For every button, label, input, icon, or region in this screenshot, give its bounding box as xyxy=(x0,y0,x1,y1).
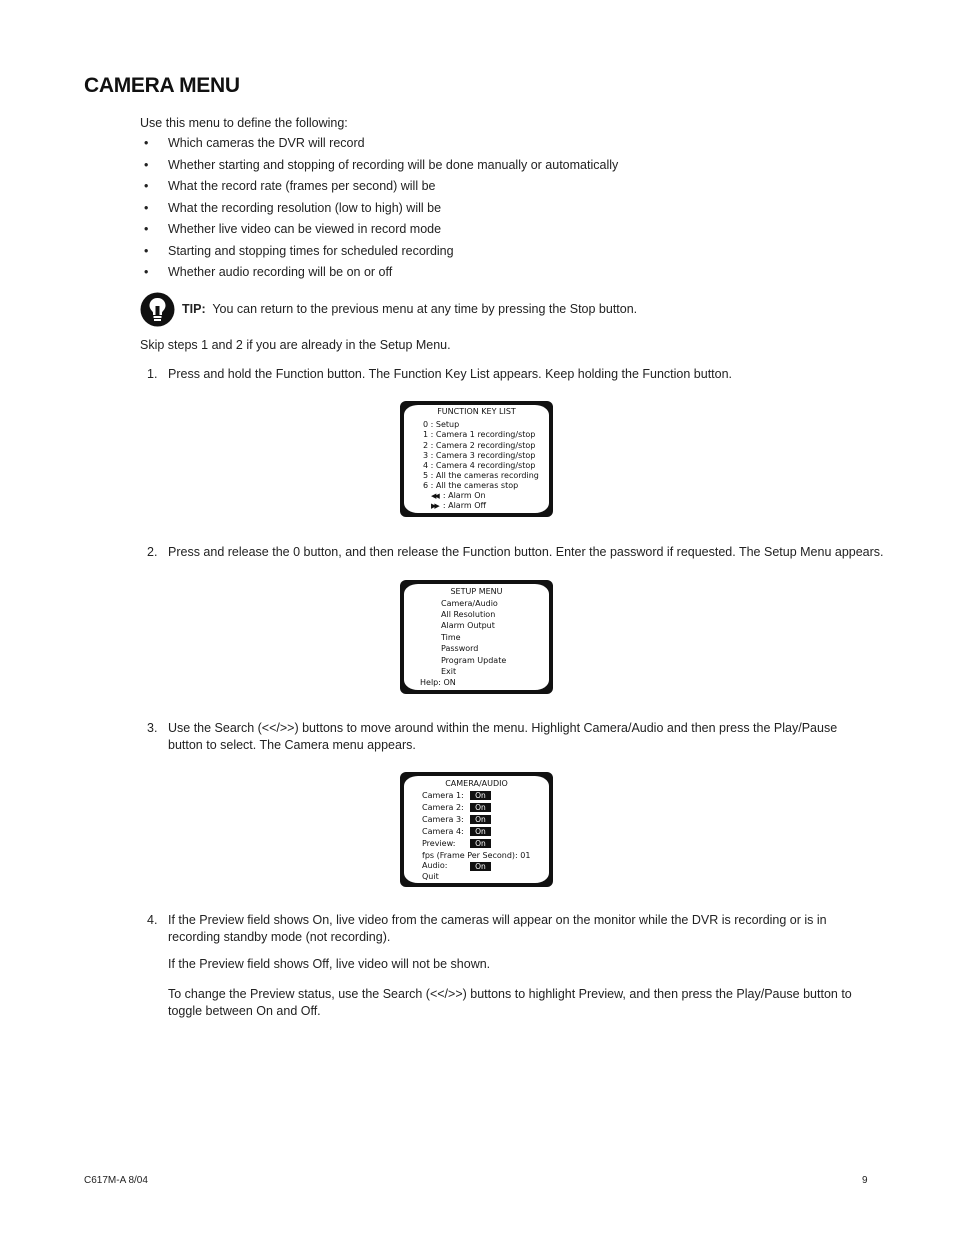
fps-setting: fps (Frame Per Second): 01 xyxy=(422,851,531,860)
menu-item: 1 : Camera 1 recording/stop xyxy=(423,430,536,439)
menu-item: Program Update xyxy=(441,656,507,665)
audio-label: Audio: xyxy=(422,861,448,870)
step-text: Press and hold the Function button. The Function Key List appears. Keep holding the Function button. xyxy=(168,367,733,381)
step-number: 4. xyxy=(147,913,158,927)
list-item: • Whether live video can be viewed in record mode xyxy=(144,222,442,236)
step-paragraph: If the Preview field shows Off, live video will not be shown. xyxy=(168,957,491,971)
bullet-icon: • xyxy=(144,265,149,279)
camera-1-value: On xyxy=(470,791,491,800)
step-number: 3. xyxy=(147,721,158,735)
list-item: • Whether starting and stopping of recording will be done manually or automatically xyxy=(144,157,619,172)
audio-value: On xyxy=(470,862,491,871)
lightbulb-icon xyxy=(140,292,175,327)
help-status: Help: ON xyxy=(420,678,456,687)
list-item: • Starting and stopping times for scheduled recording xyxy=(144,243,454,258)
step-text: Use the Search (<</>>) buttons to move around within the menu. Highlight Camera/Audio and then press the Play/Pause button to select. The Camera menu appears. xyxy=(168,721,838,752)
menu-item: ▶▶ : Alarm Off xyxy=(431,501,487,510)
preview-label: Preview: xyxy=(422,839,456,848)
camera-4-label: Camera 4: xyxy=(422,827,464,836)
menu-item: 3 : Camera 3 recording/stop xyxy=(423,451,536,460)
bullet-icon: • xyxy=(144,157,149,172)
camera-3-value: On xyxy=(470,815,491,824)
menu-item: 5 : All the cameras recording xyxy=(423,471,539,480)
bullet-icon: • xyxy=(144,179,149,193)
camera-2-value: On xyxy=(470,803,491,812)
menu-item: Time xyxy=(441,633,461,642)
screen-header: CAMERA/AUDIO xyxy=(445,779,508,788)
tip-label: TIP: xyxy=(182,302,206,316)
bullet-icon: • xyxy=(144,222,149,236)
quit-item: Quit xyxy=(422,872,439,881)
page-number: 9 xyxy=(862,1175,868,1186)
function-key-list-screen xyxy=(400,401,553,517)
menu-item: 2 : Camera 2 recording/stop xyxy=(423,441,536,450)
page-title: CAMERA MENU xyxy=(84,74,240,97)
menu-item: Camera/Audio xyxy=(441,599,498,608)
menu-item: Password xyxy=(441,644,479,653)
feature-list xyxy=(140,135,618,286)
camera-2-label: Camera 2: xyxy=(422,803,464,812)
menu-item: Alarm Output xyxy=(441,621,495,630)
intro-text: Use this menu to define the following: xyxy=(140,116,348,130)
menu-item: 6 : All the cameras stop xyxy=(423,481,519,490)
bullet-icon: • xyxy=(144,243,149,258)
step-number: 1. xyxy=(147,367,158,381)
list-item: • What the record rate (frames per second) will be xyxy=(144,179,436,193)
screen-header: FUNCTION KEY LIST xyxy=(437,407,516,416)
bullet-icon: • xyxy=(144,136,149,150)
camera-audio-screen xyxy=(400,772,553,887)
menu-item: Exit xyxy=(441,667,457,676)
tip-callout xyxy=(182,301,637,317)
list-item: • Whether audio recording will be on or off xyxy=(144,265,393,279)
step-text: Press and release the 0 button, and then release the Function button. Enter the password if requested. The Setup Menu appears. xyxy=(168,545,884,559)
step-paragraph: To change the Preview status, use the Search (<</>>) buttons to highlight Preview, and then press the Play/Pause button to toggle between On and Off. xyxy=(168,987,852,1018)
document-id: C617M-A 8/04 xyxy=(84,1175,148,1186)
list-item: • What the recording resolution (low to high) will be xyxy=(144,200,442,215)
menu-item: All Resolution xyxy=(441,610,496,619)
step-text: If the Preview field shows On, live video from the cameras will appear on the monitor while the DVR is recording or is in recording standby mode (not recording). xyxy=(168,913,827,944)
skip-note: Skip steps 1 and 2 if you are already in the Setup Menu. xyxy=(140,338,451,352)
rewind-icon: ◀◀ xyxy=(431,492,438,500)
bullet-icon: • xyxy=(144,200,149,215)
menu-item: 0 : Setup xyxy=(423,420,460,429)
camera-3-label: Camera 3: xyxy=(422,815,464,824)
camera-1-label: Camera 1: xyxy=(422,791,464,800)
menu-item: ◀◀ : Alarm On xyxy=(431,491,486,500)
menu-item: 4 : Camera 4 recording/stop xyxy=(423,461,536,470)
step-number: 2. xyxy=(147,545,158,559)
list-item: • Which cameras the DVR will record xyxy=(144,136,365,150)
tip-text: You can return to the previous menu at any time by pressing the Stop button. xyxy=(212,302,638,316)
camera-4-value: On xyxy=(470,827,491,836)
preview-value: On xyxy=(470,839,491,848)
fast-forward-icon: ▶▶ xyxy=(431,502,438,510)
screen-header: SETUP MENU xyxy=(450,587,503,596)
setup-menu-screen xyxy=(400,580,553,694)
